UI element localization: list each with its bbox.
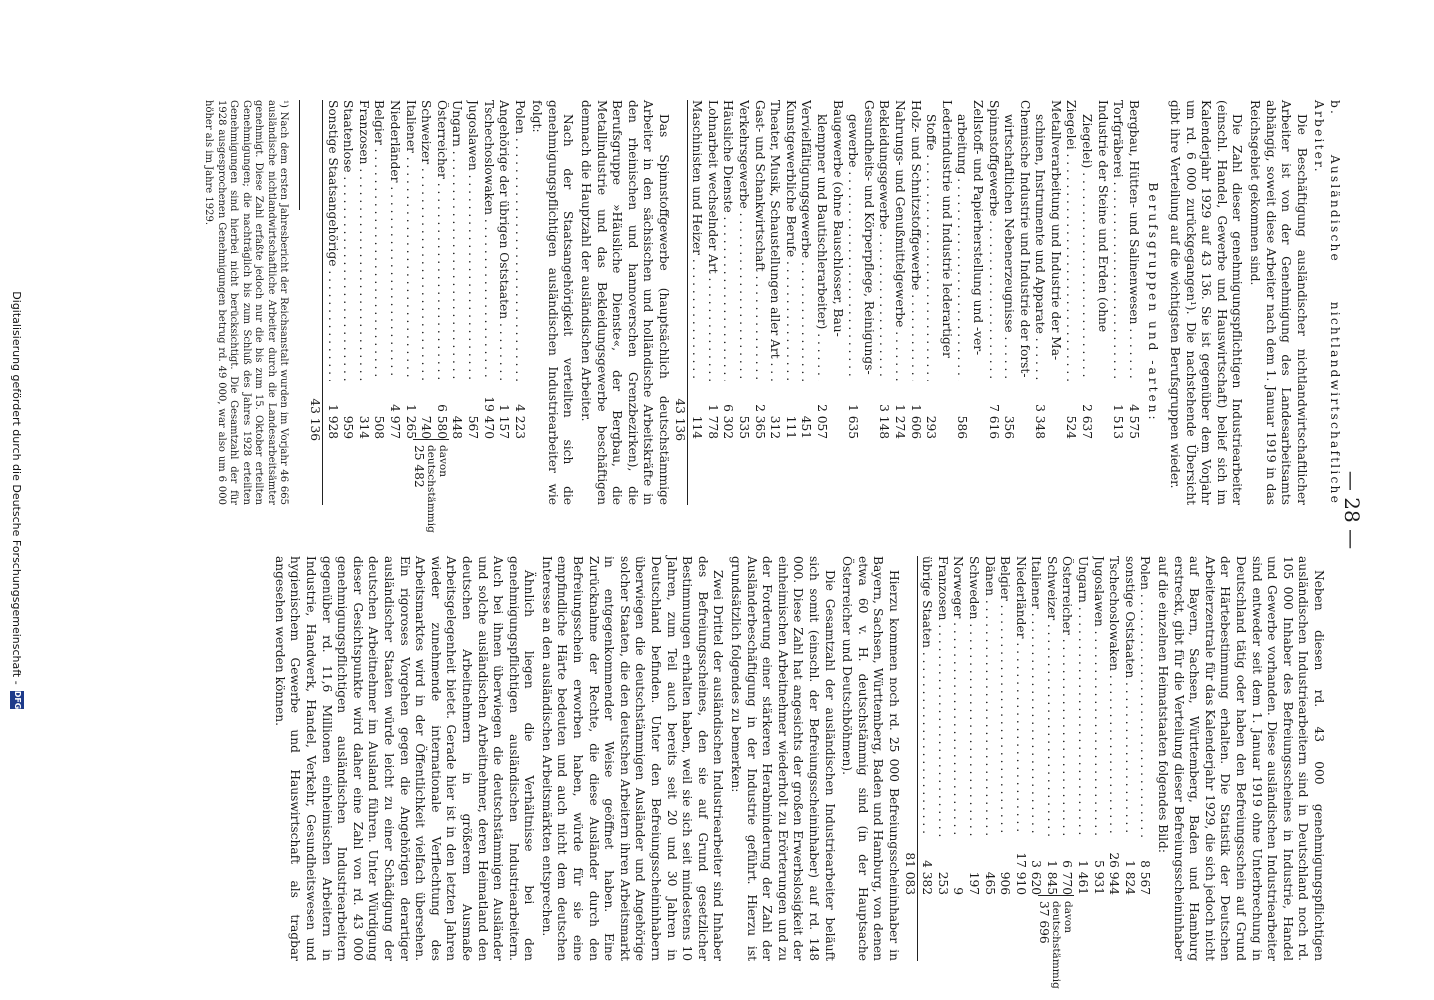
table-row-label: Lohnarbeit wechselnder Art . . . [704, 100, 720, 381]
table-row-value: 4 977 [387, 404, 402, 439]
table-row-label: Belgier . . . [371, 100, 387, 381]
table-row-value: 1 845 [1044, 860, 1059, 895]
table-row [997, 556, 1013, 961]
table-row-label: Angehörige der übrigen Oststaaten . . . [496, 100, 512, 381]
table-row-value: 1 928 [325, 404, 340, 439]
table-row-label: Kunstgewerbliche Berufe . . . [782, 100, 798, 381]
table-row-value: 3 348 [1033, 404, 1048, 439]
table-row-label: Tschechoslowaken . . . [480, 100, 496, 381]
table-row-value: 1 606 [908, 404, 923, 439]
table-row [720, 100, 736, 505]
table-row [355, 100, 371, 505]
table-row-value: 2 637 [1080, 404, 1095, 439]
note-value: 25 482 [411, 445, 426, 488]
table-row-value: 19 470 [481, 396, 496, 439]
table-row-label: Bekleidungsgewerbe . . . [876, 100, 892, 381]
table-row [704, 100, 720, 505]
paragraph: Nach der Staatsangehörigkeit verteilten sich die genehmigungspflichtigen ausländischen Industriearbeiter wie folgt: [530, 100, 576, 505]
table-row-label: Lederindustrie und Industrie lederartiger [939, 100, 954, 358]
table-row [340, 100, 356, 505]
table-row-value: 508 [372, 415, 387, 439]
table-row-value: 1 824 [1122, 860, 1137, 895]
table-row-label: Häusliche Dienste . . . [720, 100, 736, 381]
table-row [798, 100, 814, 505]
paragraph: Die Gesamtzahl der ausländischen Industriearbeiter beläuft sich somit (einschl. der Befreiungsscheininhaber) auf rd. 148 000. Diese Zahl hat angesichts der großen Erwerbslosigkeit der einheimischen Arbeitnehmer wiederholt zu Erörterungen und zu der Forderung einer stärkeren Herabminderung der Zahl der Ausländerbeschäftigung in der Industrie geführt. Hierzu ist grundsätzlich folgendes zu bemerken: [729, 556, 837, 961]
table-row-value: 740 [419, 415, 434, 439]
table-row-label: Stoffe . . . [923, 100, 939, 381]
table-row-label: Torfgräberei . . . [1110, 100, 1126, 381]
table-row-value: 253 [935, 871, 950, 895]
table-row [767, 100, 783, 505]
table-row [845, 100, 861, 505]
table-row-value: 26 944 [1107, 852, 1122, 895]
table-row-label: gewerbe . . . [845, 100, 861, 381]
table-row-label: Spinnstoffgewerbe . . . [985, 100, 1001, 381]
footnote: ¹) Nach dem ersten Jahresbericht der Reichsanstalt wurden im Vorjahr 46 665 ausländische nichtlandwirtschaftliche Arbeiter durch die Landesarbeitsämter genehmigt. Diese Zahl erfaßte jedoch nur die bis zum 15. Oktober erteilten Genehmigungen; die nachträglich bis zum Schluß des Jahres 1928 erteilten Genehmigungen sind hierbei nicht berücksichtigt. Die Gesamtzahl der für 1928 ausgesprochenen Genehmigungen betrug rd. 49 000, war also um 6 000 höher als im Jahre 1929. [203, 100, 290, 505]
table-row [1106, 556, 1122, 961]
table-row-value: 114 [690, 415, 705, 439]
table-row-label: Maschinisten und Heizer . . . [689, 100, 705, 381]
table-row-value: 7 616 [986, 404, 1001, 439]
table-row-label: Österreicher . . . [1059, 556, 1075, 837]
paragraph: Neben diesen rd. 43 000 genehmigungspflichtigen ausländischen Industriearbeitern sind in Deutschland noch rd. 105 000 Inhaber des Befreiungsscheines in Industrie, Handel und Gewerbe vorhanden. Diese ausländischen Industriearbeiter sind entweder seit dem 1. Januar 1919 ohne Unterbrechung in Deutschland tätig oder haben den Befreiungsschein auf Grund der Härtebestimmung erhalten. Die Statistik der Deutschen Arbeiterzentrale für das Kalenderjahr 1929, die sich jedoch nicht auf Bayern, Sachsen, Württemberg, Baden und Hamburg erstreckt, gibt für die Verteilung dieser Befreiungsscheininhaber auf die einzelnen Heimatstaaten folgendes Bild: [1156, 556, 1326, 961]
table-row-value: 9 [951, 887, 966, 895]
table-row-label: wirtschaftlichen Nebenerzeugnisse . . . [1001, 100, 1017, 381]
table-row-value: 6 770 [1060, 860, 1075, 895]
note-label: davon deutschstämmig [1050, 901, 1075, 989]
note-label: davon deutschstämmig [424, 445, 449, 533]
table-row-value: 465 [982, 871, 997, 895]
table-row-label: Ungarn . . . [449, 100, 465, 381]
table-row-label: Schweden . . . [965, 556, 981, 837]
table-total: 43 136 [306, 100, 323, 505]
occupation-table [689, 100, 1141, 505]
table-row-label: übrige Staaten . . . [919, 556, 935, 837]
table-row [371, 100, 387, 505]
table-row-label: Ziegelei . . . [1063, 100, 1079, 381]
table-row [1075, 556, 1091, 961]
table-row [1121, 556, 1137, 961]
group-bracket-note [1037, 895, 1075, 989]
table-row-label: Ziegelei) . . . [1079, 100, 1095, 381]
paragraph: Zwei Drittel der ausländischen Industriearbeiter sind Inhaber des Befreiungsscheines, den sie auf Grund gesetzlicher Bestimmungen erhalten haben, weil sie sich seit mindestens 10 Jahren, zum Teil auch bereits seit 20 und 30 Jahren in Deutschland befinden. Unter den Befreiungsscheininhabern überwiegen die deutschstämmigen Ausländer und Angehörige solcher Staaten, die den deutschen Arbeitern ihren Arbeitsmarkt in entgegenkommender Weise geöffnet haben. Eine Zurücknahme der Rechte, die diese Ausländer durch den Befreiungsschein erworben haben, würde für sie eine empfindliche Härte bedeuten und auch nicht dem deutschen Interesse an den ausländischen Arbeitsmärkten entsprechen. [539, 556, 726, 961]
table-row-value: 197 [966, 871, 981, 895]
right-column [269, 556, 1326, 989]
table-row [934, 556, 950, 961]
table-row [496, 100, 512, 505]
table-row-value: 1 513 [1111, 404, 1126, 439]
table-row-value: 6 580 [434, 404, 449, 439]
page-number: — 28 — [1340, 470, 1364, 550]
table-row-value: 567 [465, 415, 480, 439]
table-row [919, 556, 935, 961]
table-row [1063, 100, 1079, 505]
table-row-value: 356 [1002, 415, 1017, 439]
table-row-label: Nahrungs- und Genußmittelgewerbe . . . [891, 100, 907, 381]
table-row [954, 100, 970, 505]
table-row [907, 100, 923, 505]
table-row-label: Franzosen . . . [934, 556, 950, 837]
section-heading: b. Ausländische nichtlandwirtschaftliche Arbeiter. [1312, 100, 1342, 505]
table-row-value: 4 382 [920, 860, 935, 895]
table-row [923, 100, 939, 505]
table-row-value: 448 [450, 415, 465, 439]
table-row-label: Holz- und Schnitzstoffgewerbe . . . [907, 100, 923, 381]
table-row [891, 100, 907, 505]
table-row-label: Baugewerbe (ohne Bauschlosser, Bau- [830, 100, 845, 337]
table-row [1032, 100, 1048, 505]
table-row [480, 100, 496, 505]
table-row-value: 451 [799, 415, 814, 439]
table-row-label: Zellstoff- und Papierherstellung und -ver- [970, 100, 985, 356]
table-row-value: 1 461 [1076, 860, 1091, 895]
left-column [192, 100, 1342, 533]
table-row [1079, 100, 1095, 505]
table-row-label: Dänen . . . [981, 556, 997, 837]
table-row-label: arbeitung . . . [954, 100, 970, 381]
table-row [464, 100, 480, 505]
table-row-value: 1 635 [846, 404, 861, 439]
group-bracket-note [411, 439, 449, 533]
table-row-label: Niederländer . . . [386, 100, 402, 381]
table-row-value: 111 [783, 415, 798, 439]
table-row-value: 17 910 [1013, 852, 1028, 895]
credit-text: Digitalisierung gefördert durch die Deutsche Forschungsgemeinschaft - [10, 291, 24, 685]
dfg-logo-icon: DFG [10, 691, 24, 709]
table-row [950, 556, 966, 961]
exemption-table-group [919, 556, 1153, 989]
table-total: 81 083 [901, 556, 918, 961]
table-row-label: Jugoslawen . . . [1090, 556, 1106, 837]
exemption-table [919, 556, 1153, 989]
table-row [985, 100, 1001, 505]
table-row-value: 4 575 [1126, 404, 1141, 439]
table-row-value: 8 567 [1138, 860, 1153, 895]
table-row [965, 556, 981, 961]
table-row-label: Staatenlose . . . [340, 100, 356, 381]
table-row-label: Ungarn . . . [1075, 556, 1091, 837]
table-row [735, 100, 751, 505]
table-row-value: 906 [998, 871, 1013, 895]
table-row [876, 100, 892, 505]
table-total: 43 136 [671, 100, 688, 505]
table-row [324, 100, 340, 505]
note-value: 37 696 [1037, 901, 1052, 944]
nationality-table-group [324, 100, 527, 533]
table-row-label: Sonstige Staatsangehörige . . . [324, 100, 340, 381]
table-row [1110, 100, 1126, 505]
table-row-value: 959 [341, 415, 356, 439]
table-row-label: Polen . . . [511, 100, 527, 381]
table-row [1012, 556, 1028, 961]
table-row-value: 1 265 [403, 404, 418, 439]
table-row [511, 100, 527, 505]
table-row-value: 2 365 [752, 404, 767, 439]
table-row [386, 100, 402, 505]
table-row-label: schinen, Instrumente und Apparate . . . [1032, 100, 1048, 381]
table-row-label: Tschechoslowaken . . . [1106, 556, 1122, 837]
table-row-label: Gast- und Schankwirtschaft . . . [751, 100, 767, 381]
table-row-value: 6 302 [721, 404, 736, 439]
table-row-value: 3 620 [1029, 860, 1044, 895]
table-row-value: 3 148 [877, 404, 892, 439]
paragraph: Die Zahl dieser genehmigungspflichtigen Industriearbeiter (einschl. Handel, Gewerbe und Hauswirtschaft) belief sich im Kalenderjahr 1929 auf 43 136. Sie ist gegenüber dem Vorjahr um rd. 6 000 zurückgegangen¹). Die nachstehende Übersicht gibt ihre Verteilung auf die wichtigsten Berufsgruppen wieder. [1168, 100, 1245, 505]
table-row-label: Chemische Industrie und Industrie der forst- [1017, 100, 1032, 378]
table-row-label: Vervielfältigungsgewerbe . . . [798, 100, 814, 381]
digitization-credit [10, 0, 24, 1000]
table-row-label: Bergbau, Hütten- und Salinenwesen . . . [1125, 100, 1141, 381]
table-row-label: Theater, Musik, Schaustellungen aller Art . . . [767, 100, 783, 381]
table-row-value: 314 [356, 415, 371, 439]
table-row-value: 586 [955, 415, 970, 439]
table-row-label: Österreicher . . . [433, 100, 449, 381]
table-row-label: Jugoslawen . . . [464, 100, 480, 381]
table-row-value: 2 057 [815, 404, 829, 439]
table-row-label: Belgier . . . [997, 556, 1013, 837]
table-row [751, 100, 767, 505]
table-row-label: Polen . . . [1137, 556, 1153, 837]
table-row-label: Franzosen . . . [355, 100, 371, 381]
table-row-label: Verkehrsgewerbe . . . [735, 100, 751, 381]
table-row-label: Norweger . . . [950, 556, 966, 837]
paragraph: Ähnlich liegen die Verhältnisse bei den genehmigungspflichtigen ausländischen Industriearbeitern. Auch bei ihnen überwiegen die deutschstämmigen Ausländer und solche ausländischen Arbeitnehmer, deren Heimatland den deutschen Arbeitnehmern in größerem Ausmaße Arbeitsgelegenheit bietet. Gerade hier ist in den letzten Jahren wieder zunehmende internationale Verflechtung des Arbeitsmarktes wird in der Öffentlichkeit vielfach übersehen. Ein rigoroses Vorgehen gegen die Angehörigen derartiger ausländischer Staaten würde leicht zu einer Schädigung der deutschen Arbeitnehmer im Ausland führen. Unter Würdigung dieser Gesichtspunkte wird daher eine Zahl von rd. 43 000 genehmigungspflichtigen ausländischen Industriearbeitern gegenüber rd. 11,6 Millionen einheimischen Arbeitern in Industrie, Handwerk, Handel, Verkehr, Gesundheitswesen und hygienischem Gewerbe und Hauswirtschaft als tragbar angesehen werden können. [272, 556, 537, 961]
paragraph: Das Spinnstoffgewerbe (hauptsächlich deutschstämmige Arbeiter in den sächsischen und holländische Arbeitskräfte in den rheinischen und hannoverschen Grenzbezirken), die Berufsgruppe »Häusliche Dienste«, der Bergbau, die Metallindustrie und das Bekleidungsgewerbe beschäftigen demnach die Hauptzahl der ausländischen Arbeiter. [579, 100, 672, 505]
table-row [449, 100, 465, 505]
footnote-rule [299, 100, 300, 210]
table-row-label: Schweizer . . . [1043, 556, 1059, 837]
table-row-label: Schweizer . . . [418, 100, 434, 381]
table-row-label: Niederländer . . . [1012, 556, 1028, 837]
table-row [981, 556, 997, 961]
table-row [1090, 556, 1106, 961]
table-row-value: 293 [924, 415, 939, 439]
table-row [1137, 556, 1153, 961]
table-row-value: 1 778 [705, 404, 720, 439]
table-row-label: Italiener . . . [402, 100, 418, 381]
table-row-label: Metallverarbeitung und Industrie der Ma- [1048, 100, 1063, 361]
table-row-value: 524 [1064, 415, 1079, 439]
table-row-value: 535 [737, 415, 752, 439]
table-row-value: 4 223 [512, 404, 527, 439]
table-row-label: sonstige Oststaaten . . . [1121, 556, 1137, 837]
paragraph: Hierzu kommen noch rd. 25 000 Befreiungsscheininhaber in Bayern, Sachsen, Württemberg, Baden und Hamburg, von denen etwa 60 v. H. deutschstämmig sind (in der Hauptsache Österreicher und Deutschböhmen). [840, 556, 901, 961]
table-row-value: 1 157 [497, 404, 512, 439]
table-row [1125, 100, 1141, 505]
table-row-value: 312 [768, 415, 783, 439]
table-row [813, 100, 829, 505]
table-row-value: 1 274 [892, 404, 907, 439]
table-row-value: 5 931 [1091, 860, 1106, 895]
table-row [1001, 100, 1017, 505]
table-row [782, 100, 798, 505]
table-row-label: Gesundheits- und Körperpflege, Reinigungs- [861, 100, 876, 375]
table-row-label: Industrie der Steine und Erden (ohne [1095, 100, 1110, 333]
table-heading: Berufsgruppen und -arten: [1146, 182, 1161, 423]
table-row-label: Italiener . . . [1028, 556, 1044, 837]
table-row-label: klempner und Bautischlerarbeiter) . . . [813, 100, 829, 381]
paragraph: Die Beschäftigung ausländischer nichtlandwirtschaftlicher Arbeiter ist von der Genehmigung des Landesarbeitsamts abhängig, soweit diese Arbeiter nach dem 1. Januar 1919 in das Reichsgebiet gekommen sind. [1248, 100, 1309, 505]
table-row [689, 100, 705, 505]
